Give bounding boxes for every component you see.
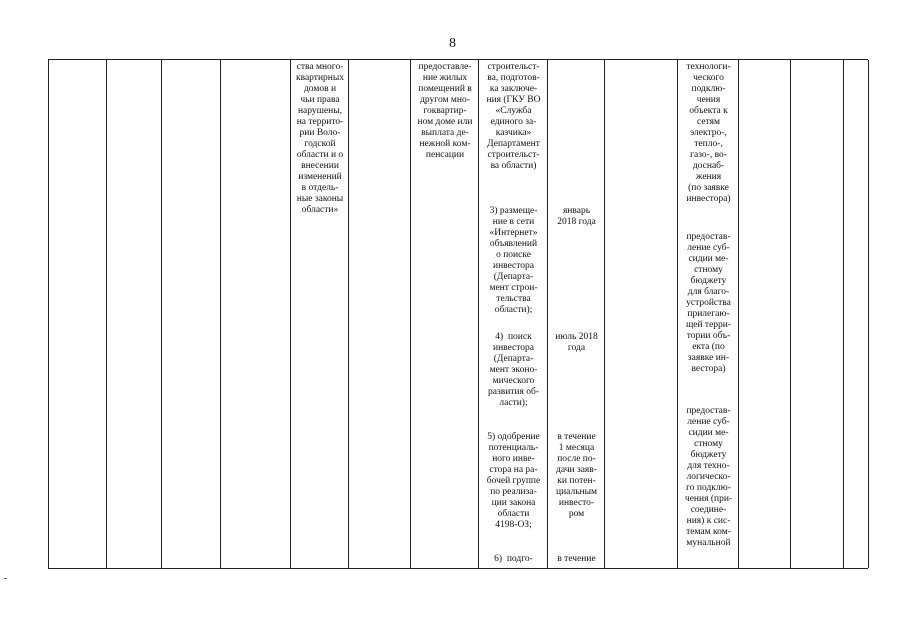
column-border	[220, 60, 221, 568]
column-border	[547, 60, 548, 568]
column-border	[161, 60, 162, 568]
column-border	[478, 60, 479, 568]
column-border	[677, 60, 678, 568]
col9-date-6: в течение	[557, 554, 596, 564]
col7-housing-measure: предоставле- ние жилых помещений в другом мно- гоквартир- ном доме или выплата де- нежной ком- пенсации	[417, 62, 473, 160]
column-border	[843, 60, 844, 568]
col8-step-6: 6) подго-	[494, 554, 533, 564]
page-number: 8	[449, 36, 456, 51]
col11-block-1: технологи- ческого подклю- чения объекта к сетям электро-, тепло-, газо-, во- доснаб- жения (по заявке инвестора)	[686, 62, 731, 204]
scan-speck	[4, 578, 7, 579]
col8-step-5: 5) одобрение потенциаль- ного инве- стора на ра- бочей группе по реализа- ции закона области 4198-ОЗ;	[486, 432, 541, 530]
column-border	[290, 60, 291, 568]
column-border	[348, 60, 349, 568]
col5-law-reference: ства много- квартирных домов и чьи права нарушены, на террито- рии Воло- годской области и о внесении изменений в отдель- ные законы области»	[295, 62, 345, 215]
column-border	[106, 60, 107, 568]
col9-date-5: в течение 1 месяца после по- дачи заяв- ки потен- циальным инвесто- ром	[555, 432, 598, 519]
column-border	[604, 60, 605, 568]
column-border	[790, 60, 791, 568]
column-border	[48, 60, 49, 568]
column-border	[738, 60, 739, 568]
col9-date-3: январь 2018 года	[557, 206, 596, 227]
col8-step-4: 4) поиск инвестора (Департа- мент эконо- мического развития об- ласти);	[487, 332, 540, 408]
col11-block-2: предостав- ление суб- сидии ме- стному бюджету для благо- устройства прилегаю- щей терри- тории объ- екта (по заявке ин- вестора)	[685, 232, 732, 374]
column-border	[410, 60, 411, 568]
col9-date-4: июль 2018 года	[555, 332, 598, 353]
col8-step-3: 3) размеще- ние в сети «Интернет» объявлений о поиске инвестора (Департа- мент строи- тельства области);	[489, 206, 538, 315]
col8-intro: строительст- ва, подготов- ка заключе- ния (ГКУ ВО «Служба единого за- казчика» Департамент строительст- ва области)	[486, 62, 541, 171]
col11-block-3: предостав- ление суб- сидии ме- стному бюджету для техно- логическо- го подклю- чения (при- соедине- ния) к сис- темам ком- мунальной	[684, 406, 733, 548]
column-border	[868, 60, 869, 568]
continuation-table	[48, 59, 868, 569]
